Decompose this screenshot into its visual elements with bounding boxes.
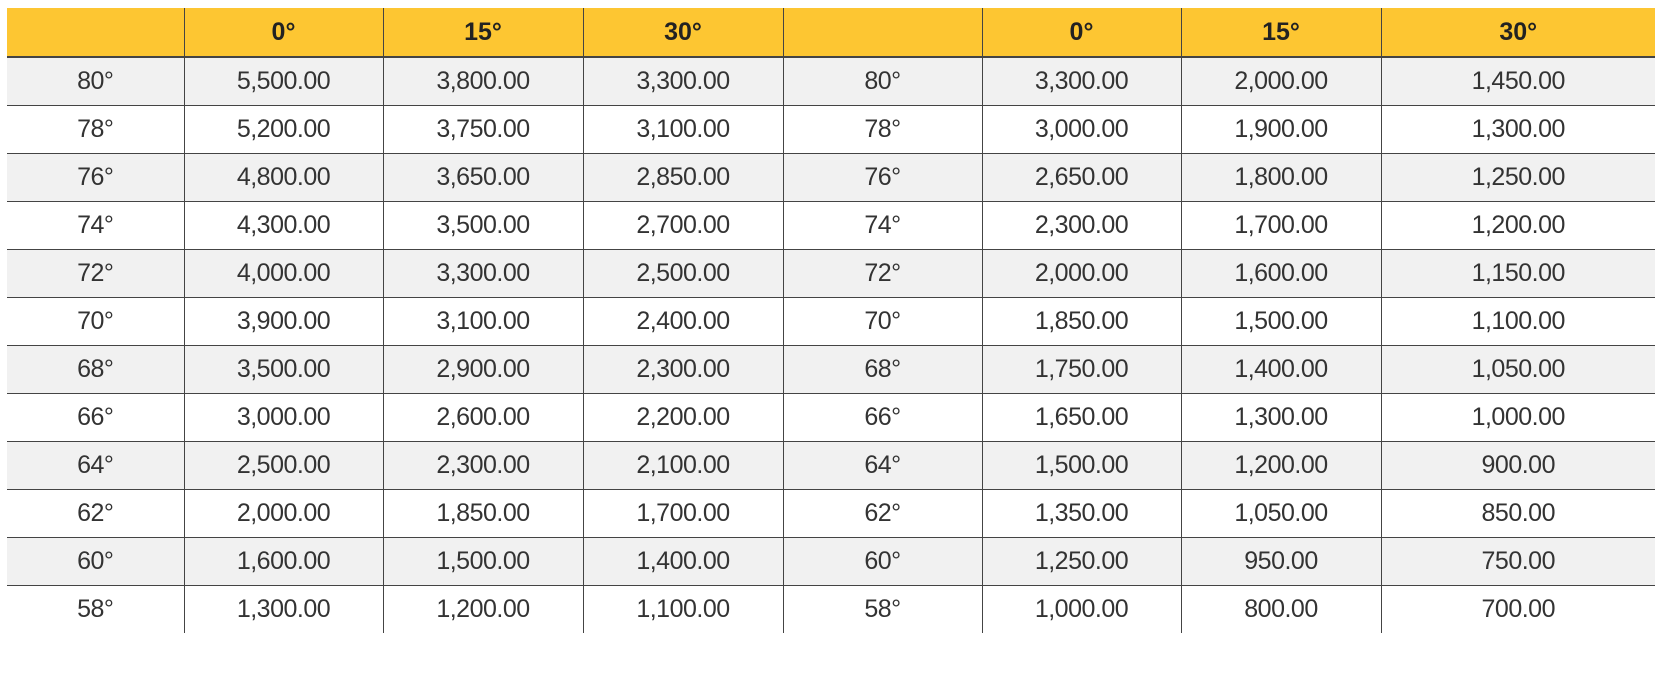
table-row <box>7 538 1655 586</box>
table-cell: 2,900.00 <box>383 346 583 394</box>
table-cell: 1,750.00 <box>982 346 1181 394</box>
table-cell: 1,050.00 <box>1181 490 1381 538</box>
table-cell: 1,700.00 <box>1181 202 1381 250</box>
row-label-cell: 58° <box>783 586 982 634</box>
table-row <box>7 490 1655 538</box>
row-label-cell: 78° <box>7 106 184 154</box>
table-cell: 4,300.00 <box>184 202 383 250</box>
table-cell: 1,850.00 <box>383 490 583 538</box>
table-cell: 3,900.00 <box>184 298 383 346</box>
table-body <box>7 57 1655 633</box>
table-cell: 2,500.00 <box>184 442 383 490</box>
data-table-container <box>7 8 1655 633</box>
table-cell: 2,000.00 <box>982 250 1181 298</box>
table-cell: 1,300.00 <box>1181 394 1381 442</box>
table-cell: 3,100.00 <box>383 298 583 346</box>
table-row <box>7 57 1655 106</box>
table-cell: 2,850.00 <box>583 154 783 202</box>
row-label-cell: 80° <box>7 57 184 106</box>
header-cell: 15° <box>1181 8 1381 57</box>
table-row <box>7 154 1655 202</box>
row-label-cell: 70° <box>783 298 982 346</box>
row-label-cell: 74° <box>7 202 184 250</box>
table-cell: 3,000.00 <box>184 394 383 442</box>
table-cell: 2,300.00 <box>982 202 1181 250</box>
header-cell: 0° <box>982 8 1181 57</box>
table-cell: 1,900.00 <box>1181 106 1381 154</box>
table-row <box>7 250 1655 298</box>
table-cell: 3,000.00 <box>982 106 1181 154</box>
table-row <box>7 106 1655 154</box>
row-label-cell: 78° <box>783 106 982 154</box>
table-cell: 1,800.00 <box>1181 154 1381 202</box>
table-cell: 2,650.00 <box>982 154 1181 202</box>
row-label-cell: 62° <box>7 490 184 538</box>
row-label-cell: 72° <box>783 250 982 298</box>
table-cell: 900.00 <box>1381 442 1655 490</box>
table-cell: 2,700.00 <box>583 202 783 250</box>
row-label-cell: 80° <box>783 57 982 106</box>
table-cell: 1,450.00 <box>1381 57 1655 106</box>
table-cell: 2,400.00 <box>583 298 783 346</box>
table-cell: 1,200.00 <box>1181 442 1381 490</box>
table-row <box>7 346 1655 394</box>
table-cell: 1,850.00 <box>982 298 1181 346</box>
table-row <box>7 298 1655 346</box>
table-row <box>7 202 1655 250</box>
table-cell: 2,300.00 <box>383 442 583 490</box>
table-cell: 1,250.00 <box>1381 154 1655 202</box>
row-label-cell: 68° <box>7 346 184 394</box>
row-label-cell: 60° <box>7 538 184 586</box>
header-row <box>7 8 1655 57</box>
table-cell: 1,400.00 <box>1181 346 1381 394</box>
header-cell: 30° <box>1381 8 1655 57</box>
row-label-cell: 76° <box>783 154 982 202</box>
row-label-cell: 72° <box>7 250 184 298</box>
table-cell: 850.00 <box>1381 490 1655 538</box>
table-cell: 1,000.00 <box>982 586 1181 634</box>
table-cell: 3,800.00 <box>383 57 583 106</box>
table-cell: 1,100.00 <box>583 586 783 634</box>
table-cell: 1,300.00 <box>1381 106 1655 154</box>
row-label-cell: 66° <box>783 394 982 442</box>
table-cell: 800.00 <box>1181 586 1381 634</box>
table-row <box>7 394 1655 442</box>
table-cell: 5,200.00 <box>184 106 383 154</box>
row-label-cell: 60° <box>783 538 982 586</box>
row-label-cell: 70° <box>7 298 184 346</box>
header-cell: 30° <box>583 8 783 57</box>
header-cell-blank <box>7 8 184 57</box>
table-row <box>7 586 1655 634</box>
table-cell: 1,100.00 <box>1381 298 1655 346</box>
table-cell: 3,750.00 <box>383 106 583 154</box>
table-cell: 2,500.00 <box>583 250 783 298</box>
table-cell: 3,500.00 <box>383 202 583 250</box>
table-cell: 1,400.00 <box>583 538 783 586</box>
table-header <box>7 8 1655 57</box>
table-cell: 1,000.00 <box>1381 394 1655 442</box>
row-label-cell: 68° <box>783 346 982 394</box>
table-cell: 2,200.00 <box>583 394 783 442</box>
row-label-cell: 64° <box>7 442 184 490</box>
row-label-cell: 58° <box>7 586 184 634</box>
table-cell: 2,000.00 <box>1181 57 1381 106</box>
table-cell: 2,600.00 <box>383 394 583 442</box>
table-cell: 3,300.00 <box>383 250 583 298</box>
table-cell: 2,300.00 <box>583 346 783 394</box>
table-cell: 3,500.00 <box>184 346 383 394</box>
table-cell: 3,300.00 <box>583 57 783 106</box>
table-cell: 950.00 <box>1181 538 1381 586</box>
table-cell: 1,600.00 <box>184 538 383 586</box>
table-cell: 5,500.00 <box>184 57 383 106</box>
row-label-cell: 62° <box>783 490 982 538</box>
table-cell: 1,500.00 <box>982 442 1181 490</box>
row-label-cell: 66° <box>7 394 184 442</box>
table-cell: 1,700.00 <box>583 490 783 538</box>
table-cell: 700.00 <box>1381 586 1655 634</box>
table-cell: 1,650.00 <box>982 394 1181 442</box>
data-table <box>7 8 1655 633</box>
table-cell: 3,300.00 <box>982 57 1181 106</box>
table-cell: 4,800.00 <box>184 154 383 202</box>
table-cell: 3,100.00 <box>583 106 783 154</box>
row-label-cell: 74° <box>783 202 982 250</box>
table-cell: 1,500.00 <box>383 538 583 586</box>
header-cell: 0° <box>184 8 383 57</box>
table-cell: 1,500.00 <box>1181 298 1381 346</box>
table-cell: 1,200.00 <box>383 586 583 634</box>
table-cell: 2,000.00 <box>184 490 383 538</box>
table-cell: 750.00 <box>1381 538 1655 586</box>
header-cell: 15° <box>383 8 583 57</box>
table-cell: 2,100.00 <box>583 442 783 490</box>
table-cell: 1,250.00 <box>982 538 1181 586</box>
table-cell: 4,000.00 <box>184 250 383 298</box>
row-label-cell: 76° <box>7 154 184 202</box>
table-cell: 1,050.00 <box>1381 346 1655 394</box>
table-row <box>7 442 1655 490</box>
table-cell: 1,350.00 <box>982 490 1181 538</box>
table-cell: 1,600.00 <box>1181 250 1381 298</box>
table-cell: 3,650.00 <box>383 154 583 202</box>
table-cell: 1,150.00 <box>1381 250 1655 298</box>
table-cell: 1,300.00 <box>184 586 383 634</box>
row-label-cell: 64° <box>783 442 982 490</box>
table-cell: 1,200.00 <box>1381 202 1655 250</box>
header-cell-blank <box>783 8 982 57</box>
